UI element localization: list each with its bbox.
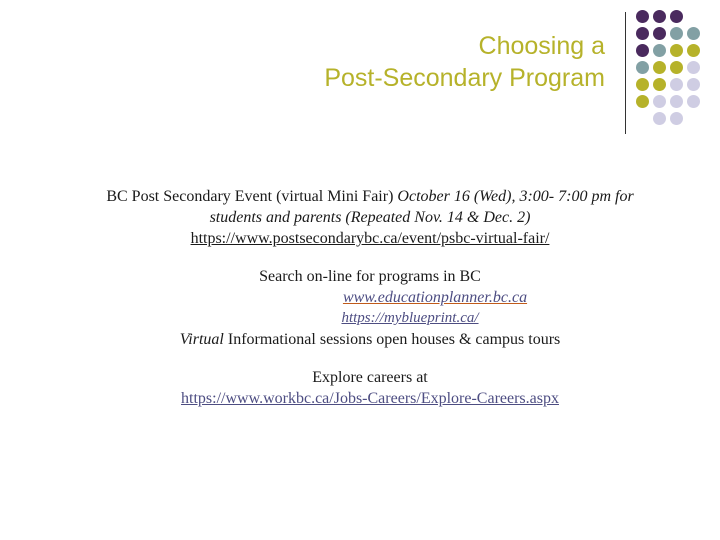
decorative-dot-grid: [636, 10, 720, 140]
programs-heading: Search on-line for programs in BC: [259, 268, 481, 285]
decorative-dot: [670, 44, 683, 57]
decorative-dot: [636, 95, 649, 108]
decorative-dot: [687, 27, 700, 40]
sessions-line: [40, 329, 700, 350]
decorative-dot: [653, 61, 666, 74]
decorative-dot: [636, 27, 649, 40]
decorative-dot: [653, 44, 666, 57]
educationplanner-link[interactable]: www.educationplanner.bc.ca: [342, 289, 528, 306]
event-link[interactable]: https://www.postsecondarybc.ca/event/psbc-virtual-fair/: [190, 230, 550, 247]
event-details-2: students and parents (Repeated Nov. 14 & Dec. 2): [209, 209, 531, 226]
decorative-dot: [653, 27, 666, 40]
title-line-2: Post-Secondary Program: [324, 64, 605, 92]
title-line-1: Choosing a: [478, 32, 605, 60]
decorative-dot: [653, 112, 666, 125]
virtual-word: Virtual: [179, 331, 224, 348]
decorative-dot: [653, 95, 666, 108]
decorative-dot: [670, 10, 683, 23]
decorative-dot: [687, 95, 700, 108]
workbc-link[interactable]: https://www.workbc.ca/Jobs-Careers/Explore-Careers.aspx: [181, 390, 559, 407]
sessions-text: Informational sessions open houses & campus tours: [227, 331, 561, 348]
decorative-dot: [636, 78, 649, 91]
event-details-1: October 16 (Wed), 3:00- 7:00 pm for: [397, 188, 634, 205]
decorative-dot: [636, 44, 649, 57]
decorative-dot: [670, 61, 683, 74]
decorative-dot: [670, 78, 683, 91]
decorative-dot: [687, 78, 700, 91]
decorative-divider: [625, 12, 626, 134]
slide-title: [324, 30, 605, 94]
decorative-dot: [653, 78, 666, 91]
decorative-dot: [687, 61, 700, 74]
decorative-dot: [670, 112, 683, 125]
event-line-1: [40, 186, 700, 207]
decorative-dot: [636, 61, 649, 74]
decorative-dot: [687, 44, 700, 57]
careers-heading: Explore careers at: [312, 369, 428, 386]
decorative-dot: [636, 10, 649, 23]
decorative-dot: [670, 95, 683, 108]
decorative-dot: [670, 27, 683, 40]
event-name: BC Post Secondary Event (virtual Mini Fair): [106, 188, 394, 205]
slide-body: [40, 186, 700, 409]
decorative-dot: [653, 10, 666, 23]
myblueprint-link[interactable]: https://myblueprint.ca/: [341, 310, 479, 326]
